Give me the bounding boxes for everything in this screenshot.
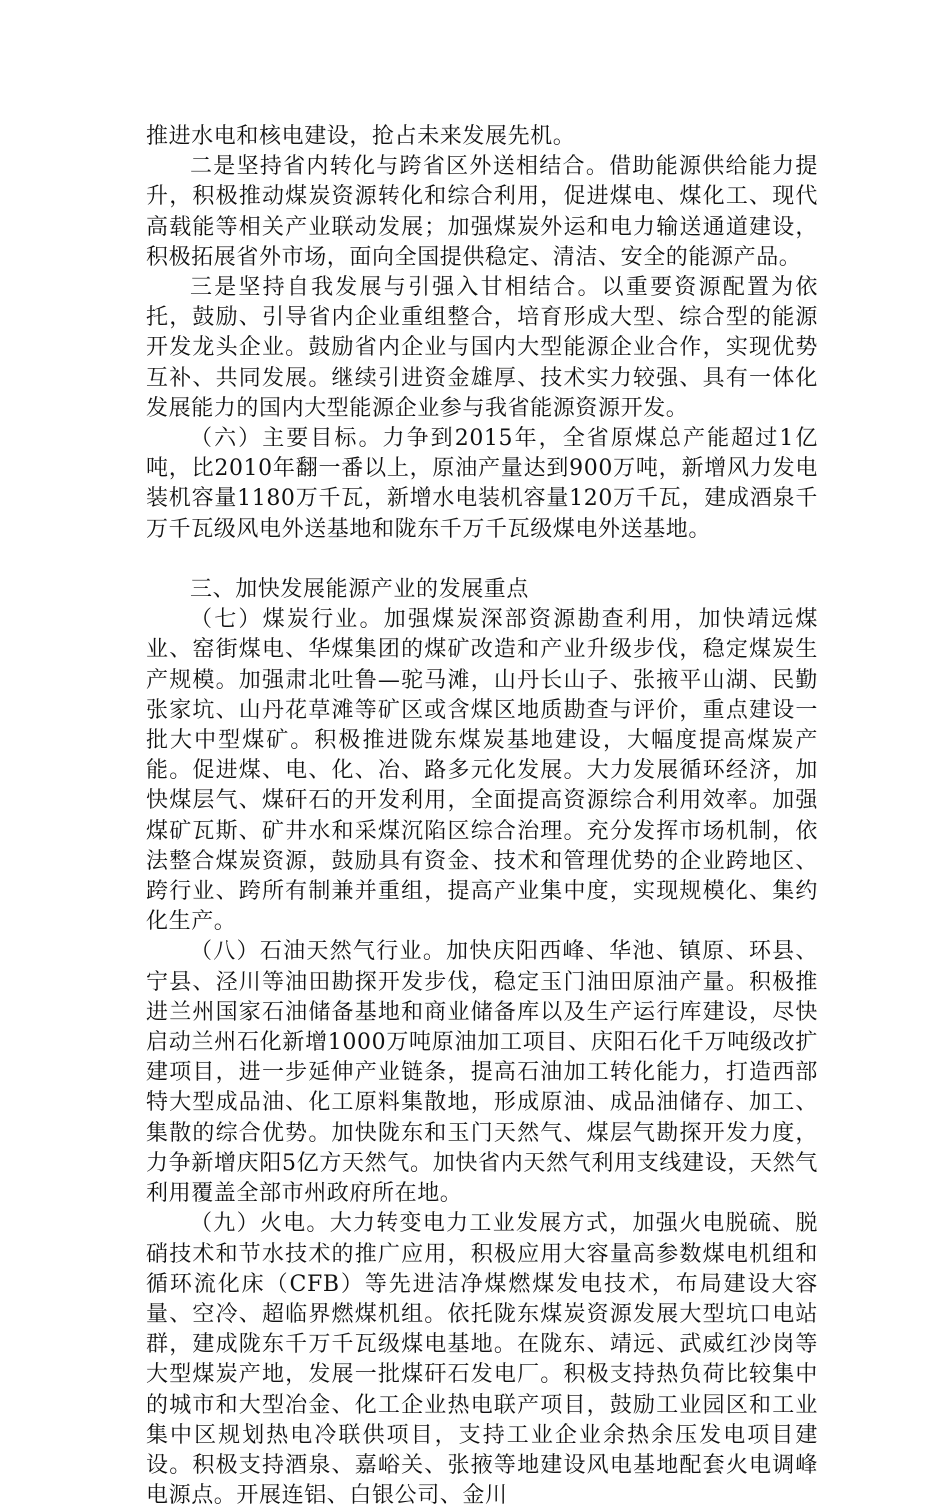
section-heading: 三、加快发展能源产业的发展重点 xyxy=(190,577,530,603)
paragraph-continuation: 推进水电和核电建设，抢占未来发展先机。 xyxy=(146,124,576,149)
paragraph-oil-gas-industry: （八）石油天然气行业。加快庆阳西峰、华池、镇原、环县、宁县、泾川等油田勘探开发步伐，稳定玉门油田原油产量。积极推进兰州国家石油储备基地和商业储备库以及生产运行库建设，尽快启动兰州石化新增1000万吨原油加工项目、庆阳石化千万吨级改扩建项目，进一步延伸产业链条，提高石油加工转化能力，打造西部特大型成品油、化工原料集散地，形成原油、成品油储存、加工、集散的综合优势。加快陇东和玉门天然气、煤层气勘探开发力度，力争新增庆阳5亿方天然气。加快省内天然气利用支线建设，天然气利用覆盖全部市州政府所在地。 xyxy=(146,939,818,1207)
paragraph-principle-three: 三是坚持自我发展与引强入甘相结合。以重要资源配置为依托，鼓励、引导省内企业重组整合，培育形成大型、综合型的能源开发龙头企业。鼓励省内企业与国内大型能源企业合作，实现优势互补、共同发展。继续引进资金雄厚、技术实力较强、具有一体化发展能力的国内大型能源企业参与我省能源资源开发。 xyxy=(146,275,818,421)
paragraph-main-targets: （六）主要目标。力争到2015年，全省原煤总产能超过1亿吨，比2010年翻一番以上，原油产量达到900万吨，新增风力发电装机容量1180万千瓦，新增水电装机容量120万千瓦，建成酒泉千万千瓦级风电外送基地和陇东千万千瓦级煤电外送基地。 xyxy=(146,426,818,542)
blank-line xyxy=(146,545,818,575)
paragraph-principle-two: 二是坚持省内转化与跨省区外送相结合。借助能源供给能力提升，积极推动煤炭资源转化和综合利用，促进煤电、煤化工、现代高载能等相关产业联动发展；加强煤炭外运和电力输送通道建设，积极拓展省外市场，面向全国提供稳定、清洁、安全的能源产品。 xyxy=(146,154,818,270)
document-body xyxy=(146,122,818,1511)
paragraph-thermal-power: （九）火电。大力转变电力工业发展方式，加强火电脱硫、脱硝技术和节水技术的推广应用，积极应用大容量高参数煤电机组和循环流化床（CFB）等先进洁净煤燃煤发电技术，布局建设大容量、空冷、超临界燃煤机组。依托陇东煤炭资源发展大型坑口电站群，建成陇东千万千瓦级煤电基地。在陇东、靖远、武威红沙岗等大型煤炭产地，发展一批煤矸石发电厂。积极支持热负荷比较集中的城市和大型冶金、化工企业热电联产项目，鼓励工业园区和工业集中区规划热电冷联供项目，支持工业企业余热余压发电项目建设。积极支持酒泉、嘉峪关、张掖等地建设风电基地配套火电调峰电源点。开展连铝、白银公司、金川 xyxy=(146,1211,818,1509)
paragraph-coal-industry: （七）煤炭行业。加强煤炭深部资源勘查利用，加快靖远煤业、窑街煤电、华煤集团的煤矿改造和产业升级步伐，稳定煤炭生产规模。加强肃北吐鲁—驼马滩，山丹长山子、张掖平山湖、民勤张家坑、山丹花草滩等矿区或含煤区地质勘查与评价，重点建设一批大中型煤矿。积极推进陇东煤炭基地建设，大幅度提高煤炭产能。促进煤、电、化、冶、路多元化发展。大力发展循环经济，加快煤层气、煤矸石的开发利用，全面提高资源综合利用效率。加强煤矿瓦斯、矿井水和采煤沉陷区综合治理。充分发挥市场机制，依法整合煤炭资源，鼓励具有资金、技术和管理优势的企业跨地区、跨行业、跨所有制兼并重组，提高产业集中度，实现规模化、集约化生产。 xyxy=(146,607,818,935)
